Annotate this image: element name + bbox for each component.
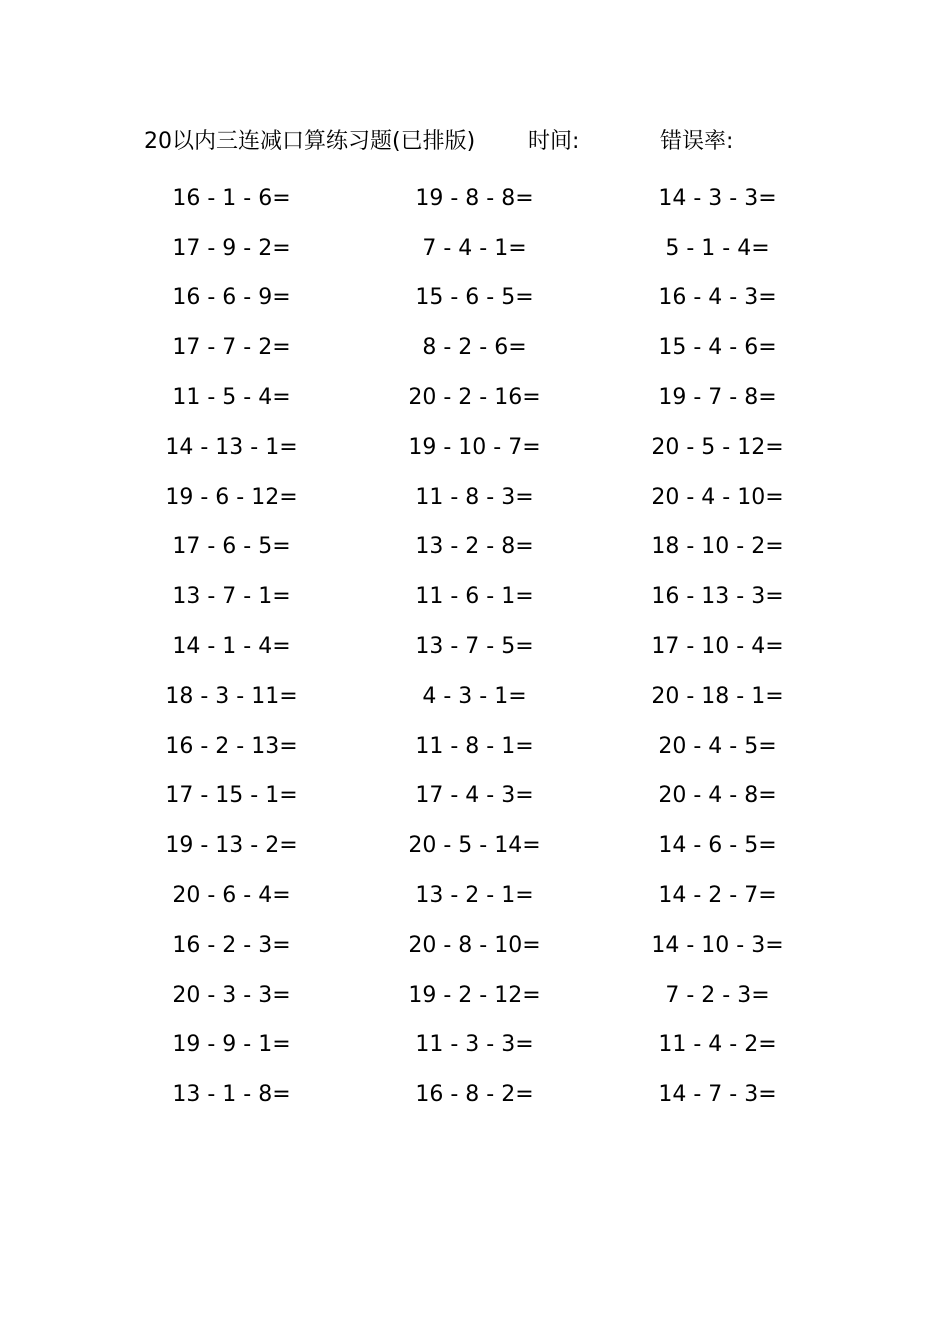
problem-item: 14 - 6 - 5= <box>658 833 777 859</box>
problem-item: 16 - 2 - 3= <box>172 932 291 958</box>
problem-item: 20 - 2 - 16= <box>408 385 541 411</box>
time-label: 时间: <box>528 129 580 154</box>
problem-item: 11 - 3 - 3= <box>415 1032 534 1058</box>
problem-item: 17 - 9 - 2= <box>172 235 291 261</box>
problem-item: 14 - 13 - 1= <box>165 434 298 460</box>
problem-item: 13 - 2 - 8= <box>415 534 534 560</box>
problem-item: 14 - 10 - 3= <box>651 932 784 958</box>
problem-item: 15 - 4 - 6= <box>658 335 777 361</box>
error-rate-label: 错误率: <box>660 129 734 154</box>
problem-item: 19 - 9 - 1= <box>172 1032 291 1058</box>
problem-item: 11 - 4 - 2= <box>658 1032 777 1058</box>
problem-item: 17 - 10 - 4= <box>651 634 784 660</box>
problem-row <box>110 1021 840 1071</box>
problem-item: 19 - 7 - 8= <box>658 385 777 411</box>
problem-row <box>110 722 840 772</box>
problem-row <box>110 871 840 921</box>
problem-item: 18 - 10 - 2= <box>651 534 784 560</box>
problem-item: 13 - 7 - 5= <box>415 634 534 660</box>
problem-item: 19 - 13 - 2= <box>165 833 298 859</box>
worksheet-title: 20以内三连减口算练习题(已排版) <box>144 129 476 154</box>
problem-item: 7 - 2 - 3= <box>665 982 770 1008</box>
problem-item: 11 - 5 - 4= <box>172 385 291 411</box>
problem-item: 20 - 4 - 5= <box>658 733 777 759</box>
problem-item: 8 - 2 - 6= <box>422 335 527 361</box>
problem-item: 20 - 5 - 14= <box>408 833 541 859</box>
problem-item: 16 - 6 - 9= <box>172 285 291 311</box>
problem-row <box>110 473 840 523</box>
problem-item: 16 - 1 - 6= <box>172 185 291 211</box>
problem-item: 19 - 8 - 8= <box>415 185 534 211</box>
problem-row <box>110 423 840 473</box>
problem-row <box>110 224 840 274</box>
problem-row <box>110 1070 840 1120</box>
problem-item: 16 - 4 - 3= <box>658 285 777 311</box>
problem-item: 13 - 7 - 1= <box>172 584 291 610</box>
problem-row <box>110 672 840 722</box>
problem-item: 14 - 3 - 3= <box>658 185 777 211</box>
problem-item: 5 - 1 - 4= <box>665 235 770 261</box>
problem-item: 11 - 8 - 3= <box>415 484 534 510</box>
problem-row <box>110 821 840 871</box>
problem-row <box>110 174 840 224</box>
problem-row <box>110 622 840 672</box>
problem-item: 14 - 7 - 3= <box>658 1082 777 1108</box>
problem-item: 16 - 2 - 13= <box>165 733 298 759</box>
problem-item: 4 - 3 - 1= <box>422 683 527 709</box>
problem-item: 20 - 4 - 8= <box>658 783 777 809</box>
problem-item: 20 - 4 - 10= <box>651 484 784 510</box>
problem-item: 19 - 10 - 7= <box>408 434 541 460</box>
problem-item: 17 - 6 - 5= <box>172 534 291 560</box>
problem-row <box>110 921 840 971</box>
problem-item: 20 - 8 - 10= <box>408 932 541 958</box>
problem-item: 15 - 6 - 5= <box>415 285 534 311</box>
problem-item: 14 - 2 - 7= <box>658 883 777 909</box>
problem-item: 19 - 2 - 12= <box>408 982 541 1008</box>
problem-item: 13 - 2 - 1= <box>415 883 534 909</box>
problem-item: 17 - 4 - 3= <box>415 783 534 809</box>
problem-row <box>110 772 840 822</box>
problem-item: 17 - 15 - 1= <box>165 783 298 809</box>
problem-item: 18 - 3 - 11= <box>165 683 298 709</box>
problem-item: 16 - 8 - 2= <box>415 1082 534 1108</box>
worksheet-header <box>0 126 950 158</box>
problem-item: 13 - 1 - 8= <box>172 1082 291 1108</box>
problem-item: 11 - 8 - 1= <box>415 733 534 759</box>
problem-row <box>110 373 840 423</box>
problem-item: 11 - 6 - 1= <box>415 584 534 610</box>
problem-item: 20 - 6 - 4= <box>172 883 291 909</box>
problem-item: 17 - 7 - 2= <box>172 335 291 361</box>
problem-item: 19 - 6 - 12= <box>165 484 298 510</box>
problem-item: 7 - 4 - 1= <box>422 235 527 261</box>
problem-row <box>110 523 840 573</box>
problem-grid <box>110 174 840 1120</box>
problem-item: 20 - 5 - 12= <box>651 434 784 460</box>
problem-row <box>110 971 840 1021</box>
problem-item: 14 - 1 - 4= <box>172 634 291 660</box>
problem-row <box>110 274 840 324</box>
problem-row <box>110 323 840 373</box>
problem-item: 20 - 3 - 3= <box>172 982 291 1008</box>
problem-item: 20 - 18 - 1= <box>651 683 784 709</box>
problem-row <box>110 572 840 622</box>
problem-item: 16 - 13 - 3= <box>651 584 784 610</box>
